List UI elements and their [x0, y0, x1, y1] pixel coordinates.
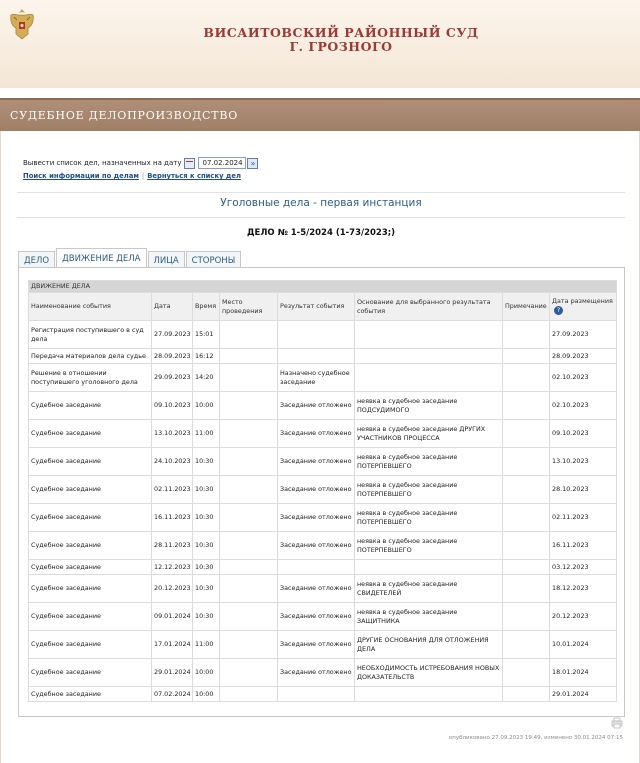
- table-row: [29, 321, 617, 349]
- table-cell: [503, 364, 550, 392]
- table-cell: [220, 364, 278, 392]
- site-header: [0, 0, 640, 88]
- table-cell: 28.11.2023: [152, 532, 193, 560]
- table-row: [29, 364, 617, 392]
- table-body: [29, 321, 617, 702]
- table-cell: 29.09.2023: [152, 364, 193, 392]
- table-cell: Судебное заседание: [29, 532, 152, 560]
- table-cell: Передача материалов дела судье: [29, 349, 152, 364]
- table-cell: [355, 364, 503, 392]
- table-cell: неявка в судебное заседание ЗАЩИТНИКА: [355, 603, 503, 631]
- table-cell: 11:00: [193, 420, 220, 448]
- column-header: Место проведения: [220, 293, 278, 321]
- table-cell: Судебное заседание: [29, 504, 152, 532]
- table-row: [29, 560, 617, 575]
- table-cell: 10:30: [193, 603, 220, 631]
- column-header: Примечание: [503, 293, 550, 321]
- case-tabs: [18, 248, 242, 269]
- table-cell: 09.01.2024: [152, 603, 193, 631]
- table-cell: Судебное заседание: [29, 687, 152, 702]
- table-row: [29, 603, 617, 631]
- tab-case[interactable]: ДЕЛО: [18, 251, 55, 269]
- table-cell: 13.10.2023: [152, 420, 193, 448]
- table-cell: 02.10.2023: [550, 364, 617, 392]
- table-cell: Назначено судебное заседание: [278, 364, 355, 392]
- table-cell: 10:30: [193, 560, 220, 575]
- table-cell: 24.10.2023: [152, 448, 193, 476]
- divider: [17, 192, 625, 193]
- table-cell: [220, 575, 278, 603]
- table-cell: [503, 603, 550, 631]
- table-cell: 18.01.2024: [550, 659, 617, 687]
- column-header: Основание для выбранного результата события: [355, 293, 503, 321]
- table-row: [29, 532, 617, 560]
- date-filter-label: Вывести список дел, назначенных на дату: [23, 159, 182, 167]
- table-cell: [503, 504, 550, 532]
- table-cell: [220, 560, 278, 575]
- table-cell: 09.10.2023: [550, 420, 617, 448]
- table-row: [29, 420, 617, 448]
- table-cell: 10:30: [193, 504, 220, 532]
- table-cell: Заседание отложено: [278, 603, 355, 631]
- table-cell: Заседание отложено: [278, 532, 355, 560]
- table-cell: [278, 349, 355, 364]
- table-cell: неявка в судебное заседание ПОТЕРПЕВШЕГО: [355, 448, 503, 476]
- table-cell: [220, 321, 278, 349]
- column-header: Дата: [152, 293, 193, 321]
- table-cell: 10:30: [193, 532, 220, 560]
- table-cell: 10.01.2024: [550, 631, 617, 659]
- table-cell: Заседание отложено: [278, 504, 355, 532]
- table-cell: Судебное заседание: [29, 476, 152, 504]
- table-cell: 14:20: [193, 364, 220, 392]
- column-header: Время: [193, 293, 220, 321]
- table-row: [29, 448, 617, 476]
- table-header-row: [29, 293, 617, 321]
- table-cell: неявка в судебное заседание ДРУГИХ УЧАСТНИКОВ ПРОЦЕССА: [355, 420, 503, 448]
- table-cell: Судебное заседание: [29, 560, 152, 575]
- table-cell: Заседание отложено: [278, 420, 355, 448]
- table-cell: [220, 448, 278, 476]
- date-filter: [23, 157, 258, 169]
- table-cell: неявка в судебное заседание СВИДЕТЕЛЕЙ: [355, 575, 503, 603]
- section-title: СУДЕБНОЕ ДЕЛОПРОИЗВОДСТВО: [10, 109, 239, 122]
- court-city: Г. ГРОЗНОГО: [289, 39, 393, 54]
- table-cell: Судебное заседание: [29, 448, 152, 476]
- table-cell: Заседание отложено: [278, 659, 355, 687]
- table-row: [29, 504, 617, 532]
- back-to-list-link[interactable]: Вернуться к списку дел: [147, 172, 241, 180]
- table-cell: 10:00: [193, 392, 220, 420]
- table-cell: [220, 420, 278, 448]
- table-cell: [278, 560, 355, 575]
- table-cell: Судебное заседание: [29, 603, 152, 631]
- table-cell: Заседание отложено: [278, 575, 355, 603]
- table-cell: [220, 532, 278, 560]
- info-icon[interactable]: ?: [554, 306, 563, 315]
- tab-parties[interactable]: СТОРОНЫ: [186, 251, 242, 269]
- table-cell: Заседание отложено: [278, 448, 355, 476]
- table-row: [29, 575, 617, 603]
- table-cell: Решение в отношении поступившего уголовного дела: [29, 364, 152, 392]
- table-cell: [503, 659, 550, 687]
- table-caption: ДВИЖЕНИЕ ДЕЛА: [29, 281, 617, 293]
- table-cell: 10:30: [193, 575, 220, 603]
- go-button[interactable]: »: [247, 158, 258, 169]
- column-header: Дата размещения?: [550, 293, 617, 321]
- publication-note: опубликовано 27.09.2023 19:49, изменено 30.01.2024 07:15: [448, 735, 623, 741]
- table-cell: Заседание отложено: [278, 476, 355, 504]
- case-number: ДЕЛО № 1-5/2024 (1-73/2023;): [246, 228, 396, 238]
- search-cases-link[interactable]: Поиск информации по делам: [23, 172, 139, 180]
- table-cell: [503, 631, 550, 659]
- table-cell: [220, 476, 278, 504]
- tab-panel: [18, 267, 625, 717]
- table-cell: [503, 321, 550, 349]
- table-cell: [503, 687, 550, 702]
- court-title: [0, 26, 640, 54]
- table-cell: НЕОБХОДИМОСТЬ ИСТРЕБОВАНИЯ НОВЫХ ДОКАЗАТЕЛЬСТВ: [355, 659, 503, 687]
- main-content: [0, 131, 640, 763]
- table-cell: [220, 504, 278, 532]
- table-row: [29, 631, 617, 659]
- section-bar: [0, 98, 640, 131]
- table-cell: [503, 532, 550, 560]
- table-cell: 27.09.2023: [152, 321, 193, 349]
- table-cell: Судебное заседание: [29, 392, 152, 420]
- table-cell: 18.12.2023: [550, 575, 617, 603]
- table-cell: 16.11.2023: [550, 532, 617, 560]
- table-cell: 29.01.2024: [152, 659, 193, 687]
- calendar-icon[interactable]: [184, 158, 195, 169]
- table-cell: 03.12.2023: [550, 560, 617, 575]
- table-cell: 13.10.2023: [550, 448, 617, 476]
- table-cell: [220, 349, 278, 364]
- table-cell: 10:00: [193, 659, 220, 687]
- search-links: [23, 172, 241, 180]
- table-cell: 20.12.2023: [550, 603, 617, 631]
- column-header: Результат события: [278, 293, 355, 321]
- table-cell: [503, 349, 550, 364]
- tab-persons[interactable]: ЛИЦА: [148, 251, 185, 269]
- table-cell: [220, 687, 278, 702]
- table-cell: 15:01: [193, 321, 220, 349]
- table-cell: [220, 659, 278, 687]
- print-icon[interactable]: [611, 717, 623, 729]
- case-movement-table: [28, 280, 617, 702]
- table-cell: Судебное заседание: [29, 631, 152, 659]
- table-cell: 10:00: [193, 687, 220, 702]
- table-cell: [355, 560, 503, 575]
- table-row: [29, 687, 617, 702]
- table-cell: Заседание отложено: [278, 392, 355, 420]
- table-cell: Судебное заседание: [29, 659, 152, 687]
- table-cell: 09.10.2023: [152, 392, 193, 420]
- table-cell: [355, 349, 503, 364]
- table-cell: 16:12: [193, 349, 220, 364]
- table-cell: [355, 687, 503, 702]
- column-header: Наименование события: [29, 293, 152, 321]
- table-cell: [220, 603, 278, 631]
- table-cell: 07.02.2024: [152, 687, 193, 702]
- table-cell: ДРУГИЕ ОСНОВАНИЯ ДЛЯ ОТЛОЖЕНИЯ ДЕЛА: [355, 631, 503, 659]
- table-cell: [278, 687, 355, 702]
- table-cell: 29.01.2024: [550, 687, 617, 702]
- table-cell: 27.09.2023: [550, 321, 617, 349]
- table-cell: 17.01.2024: [152, 631, 193, 659]
- table-cell: 28.09.2023: [152, 349, 193, 364]
- table-cell: Судебное заседание: [29, 420, 152, 448]
- table-cell: [278, 321, 355, 349]
- table-cell: [503, 420, 550, 448]
- table-cell: 02.11.2023: [152, 476, 193, 504]
- case-type: Уголовные дела - первая инстанция: [220, 197, 422, 209]
- table-cell: 12.12.2023: [152, 560, 193, 575]
- court-name: ВИСАИТОВСКИЙ РАЙОННЫЙ СУД: [203, 25, 479, 40]
- table-cell: Регистрация поступившего в суд дела: [29, 321, 152, 349]
- table-cell: Судебное заседание: [29, 575, 152, 603]
- table-cell: [220, 631, 278, 659]
- tab-case-movement[interactable]: ДВИЖЕНИЕ ДЕЛА: [56, 248, 146, 269]
- table-cell: 10:30: [193, 448, 220, 476]
- table-cell: 02.11.2023: [550, 504, 617, 532]
- table-cell: 20.12.2023: [152, 575, 193, 603]
- table-row: [29, 476, 617, 504]
- table-cell: [503, 575, 550, 603]
- table-cell: [503, 560, 550, 575]
- table-cell: 11:00: [193, 631, 220, 659]
- table-cell: Заседание отложено: [278, 631, 355, 659]
- table-cell: неявка в судебное заседание ПОТЕРПЕВШЕГО: [355, 476, 503, 504]
- table-cell: 28.10.2023: [550, 476, 617, 504]
- date-input[interactable]: 07.02.2024: [198, 157, 246, 169]
- table-cell: [503, 476, 550, 504]
- table-row: [29, 392, 617, 420]
- table-cell: [355, 321, 503, 349]
- table-cell: неявка в судебное заседание ПОТЕРПЕВШЕГО: [355, 532, 503, 560]
- table-row: [29, 349, 617, 364]
- table-row: [29, 659, 617, 687]
- divider: [17, 217, 625, 218]
- table-cell: 02.10.2023: [550, 392, 617, 420]
- table-cell: [220, 392, 278, 420]
- table-cell: [503, 448, 550, 476]
- table-cell: [503, 392, 550, 420]
- table-cell: неявка в судебное заседание ПОДСУДИМОГО: [355, 392, 503, 420]
- link-separator: |: [141, 172, 145, 180]
- table-cell: 16.11.2023: [152, 504, 193, 532]
- table-cell: 10:30: [193, 476, 220, 504]
- table-cell: 28.09.2023: [550, 349, 617, 364]
- table-cell: неявка в судебное заседание ПОТЕРПЕВШЕГО: [355, 504, 503, 532]
